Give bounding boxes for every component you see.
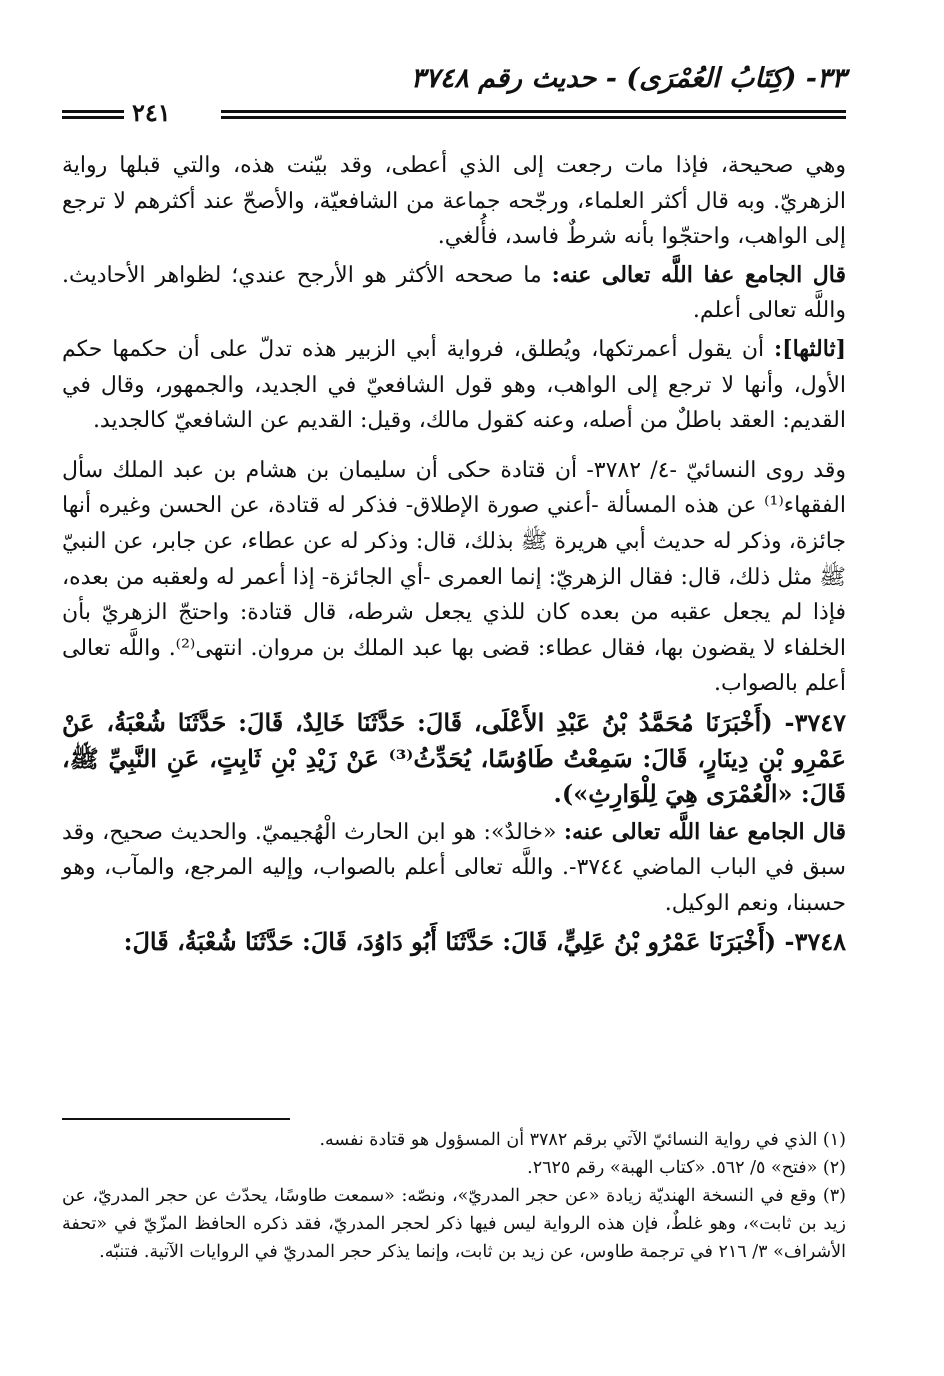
paragraph: قال الجامع عفا اللَّه تعالى عنه: «خالدٌ»: هو ابن الحارث الْهُجيميّ. والحديث صحيح، وقد سبق في الباب الماضي ٣٧٤٤-. واللَّه تعالى أعلم بالصواب، وإليه المرجع، والمآب، وهو حسبنا، ونعم الوكيل. [62, 818, 847, 916]
book-page [62, 60, 846, 1350]
header-rule-left [62, 110, 124, 120]
paragraph: وهي صحيحة، فإذا مات رجعت إلى الذي أعطى، وقد بيّنت هذه، والتي قبلها رواية الزهريّ. وبه قال أكثر العلماء، ورجّحه جماعة من الشافعيّة، والأصحّ عند أكثرهم لا ترجع إلى الواهب، واحتجّوا بأنه شرطٌ فاسد، فأُلغي. [62, 153, 846, 250]
footnote: (١) الذي في رواية النسائيّ الآتي برقم ٣٧٨٢ أن المسؤول هو قتادة نفسه. [319, 1130, 846, 1150]
paragraph: وقد روى النسائيّ -٤/ ٣٧٨٢- أن قتادة حكى أن سليمان بن هشام بن عبد الملك سأل الفقهاء⁽¹⁾ عن هذه المسألة -أعني صورة الإطلاق- فذكر له قتادة، عن الحسن وغيره أنها جائزة، وذكر له حديث أبي هريرة ﷺ بذلك، قال: وذكر له عن عطاء، عن جابر، عن النبيّ ﷺ مثل ذلك، قال: فقال الزهريّ: إنما العمرى -أي الجائزة- إذا أعمر له ولعقبه من بعده، فإذا لم يجعل عقبه من بعده كان للذي يجعل شرطه، قال قتادة: واحتجّ الزهريّ بأن الخلفاء لا يقضون بها، فقال عطاء: قضى بها عبد الملك بن مروان. انتهى⁽²⁾. واللَّه تعالى أعلم بالصواب. [62, 457, 846, 697]
paragraph: [ثالثها]: أن يقول أعمرتكها، ويُطلق، فرواية أبي الزبير هذه تدلّ على أن حكمها حكم الأول، وأنها لا ترجع إلى الواهب، وهو قول الشافعيّ في الجديد، والجمهور، وقال في القديم: العقد باطلٌ من أصله، وعنه كقول مالك، وقيل: القديم عن الشافعيّ كالجديد. [62, 335, 846, 434]
hadith-text: ٣٧٤٧- (أَخْبَرَنَا مُحَمَّدُ بْنُ عَبْدِ الأَعْلَى، قَالَ: حَدَّثَنَا خَالِدٌ، قَالَ: حَدَّثَنَا شُعْبَةُ، عَنْ عَمْرِو بْنِ دِينَارٍ، قَالَ: سَمِعْتُ طَاوُسًا، يُحَدِّثُ⁽³⁾ عَنْ زَيْدِ بْنِ ثَابِتٍ، عَنِ النَّبِيِّ ﷺ، قَالَ: «الْعُمْرَى هِيَ لِلْوَارِثِ»). [62, 707, 846, 809]
footnotes [62, 1126, 846, 1266]
bold-lead: قال الجامع عفا اللَّه تعالى عنه: [563, 818, 847, 845]
page-number: ٢٤١ [132, 98, 171, 127]
footnote-divider [62, 1118, 290, 1120]
bold-lead: قال الجامع عفا اللَّه تعالى عنه: [551, 261, 846, 288]
footnote: (٢) «فتح» ٥/ ٥٦٢. «كتاب الهبة» رقم ٢٦٢٥. [527, 1158, 846, 1178]
page-header [62, 60, 846, 126]
running-title: ٣٣- (كِتَابُ العُمْرَى) - حديث رقم ٣٧٤٨ [410, 63, 846, 94]
header-rule [221, 110, 846, 120]
footnote: (٣) وقع في النسخة الهنديّة زيادة «عن حجر المدريّ»، ونصّه: «سمعت طاوسًا، يحدّث عن حجر المدريّ، عن زيد بن ثابت»، وهو غلطٌ، فإن هذه الرواية ليس فيها ذكر لحجر المدريّ، فقد ذكره الحافظ المزّيّ في «تحفة الأشراف» ٣/ ٢١٦ في ترجمة طاوس، عن زيد بن ثابت، وإنما يذكر حجر المدريّ في الروايات الآتية. فتنبّه. [62, 1186, 846, 1262]
hadith-text: ٣٧٤٨- (أَخْبَرَنَا عَمْرُو بْنُ عَلِيٍّ، قَالَ: حَدَّثَنَا أَبُو دَاوُدَ، قَالَ: حَدَّثَنَا شُعْبَةُ، قَالَ: [123, 927, 846, 957]
bold-lead: [ثالثها]: [774, 335, 846, 362]
main-text [62, 148, 846, 963]
paragraph: قال الجامع عفا اللَّه تعالى عنه: ما صححه الأكثر هو الأرجح عندي؛ لظواهر الأحاديث. واللَّه تعالى أعلم. [62, 261, 846, 324]
